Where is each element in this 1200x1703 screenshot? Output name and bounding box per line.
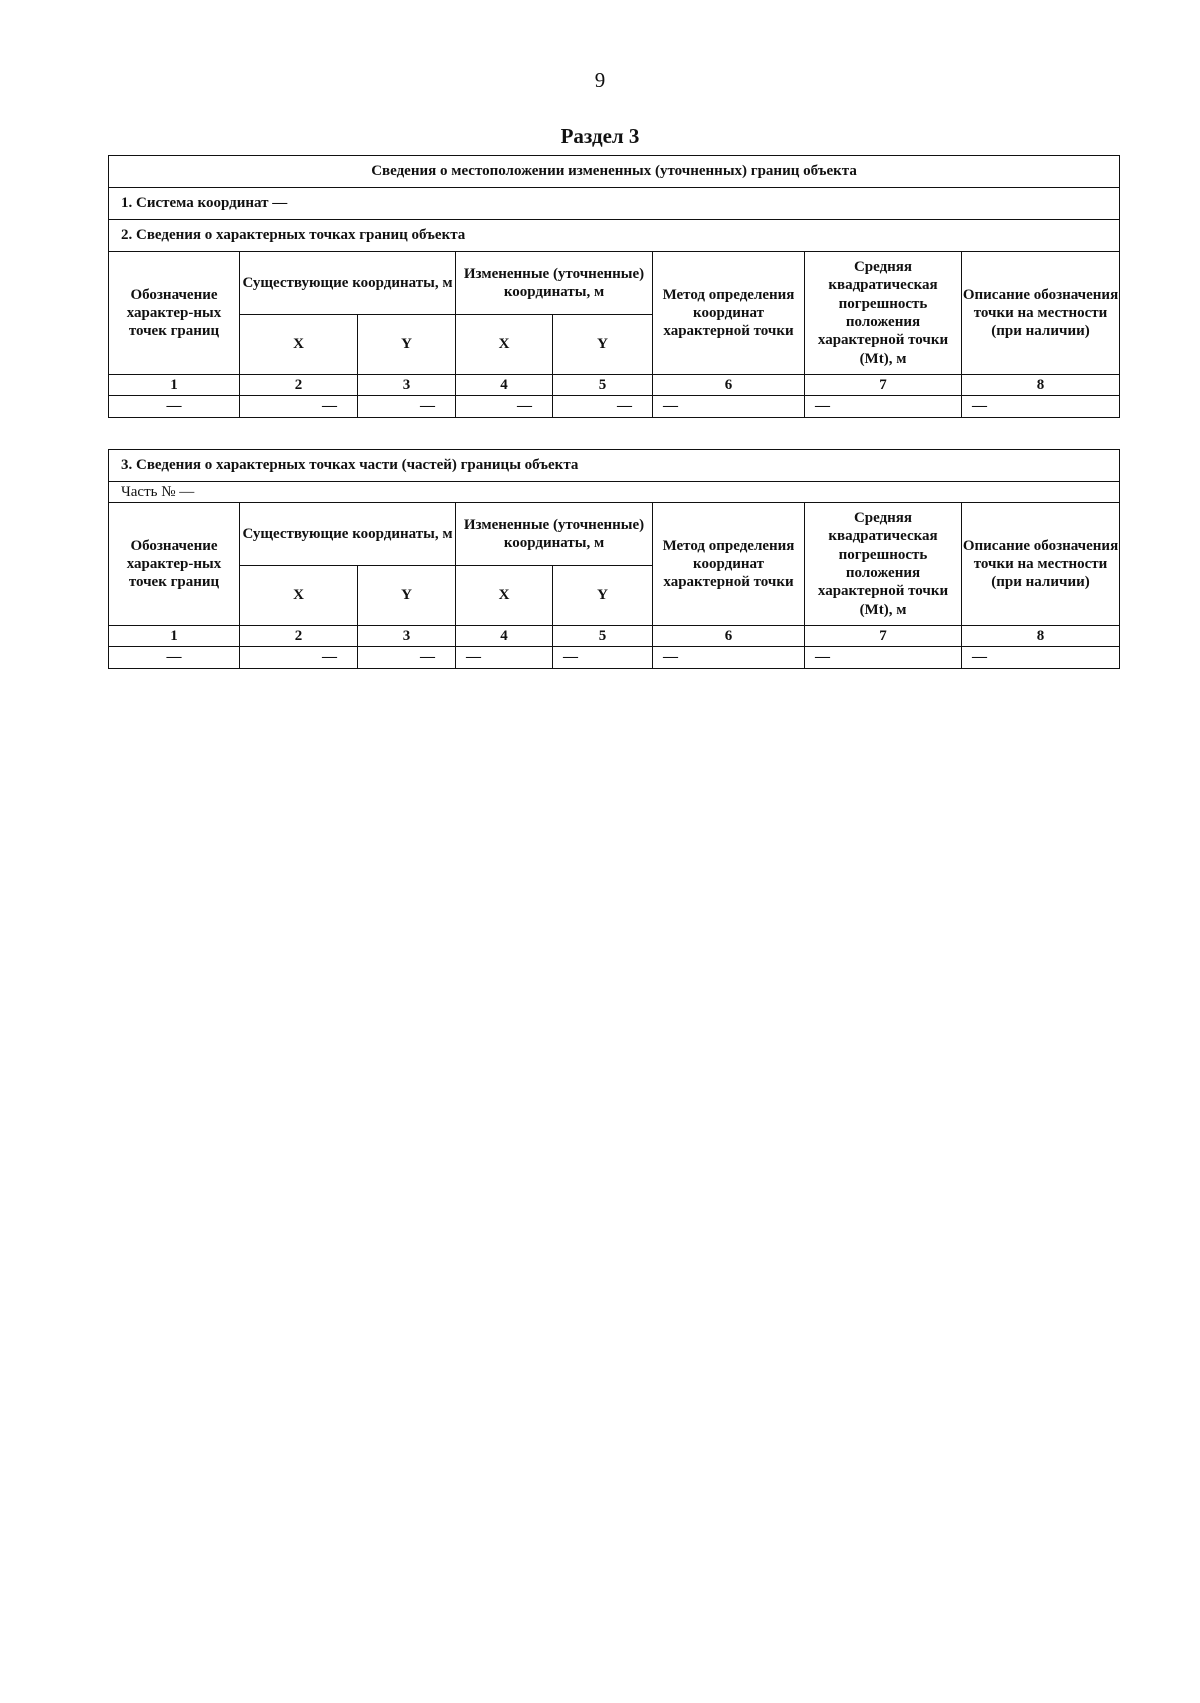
header-existing-coords: Существующие координаты, м	[240, 503, 456, 566]
column-number: 4	[456, 375, 553, 396]
section-title: Раздел 3	[560, 124, 640, 148]
column-number: 8	[962, 626, 1120, 647]
cell-dash: —	[653, 647, 805, 669]
cell-dash: —	[240, 396, 358, 418]
header-description: Описание обозначения точки на местности (при наличии)	[962, 503, 1120, 626]
column-number: 7	[805, 626, 962, 647]
column-number-row	[109, 626, 1120, 647]
cell-dash: —	[653, 396, 805, 418]
column-number: 3	[358, 626, 456, 647]
header-method: Метод определения координат характерной точки	[653, 252, 805, 375]
header-y-existing: Y	[358, 315, 456, 375]
column-number: 3	[358, 375, 456, 396]
header-x-changed: X	[456, 566, 553, 626]
cell-dash: —	[456, 647, 553, 669]
header-existing-coords: Существующие координаты, м	[240, 252, 456, 315]
column-number: 5	[553, 375, 653, 396]
boundary-table	[108, 155, 1120, 418]
column-number: 5	[553, 626, 653, 647]
cell-dash: —	[358, 647, 456, 669]
table-title: Сведения о местоположении измененных (уточненных) границ объекта	[109, 156, 1120, 188]
cell-dash: —	[805, 647, 962, 669]
cell-dash: —	[109, 647, 240, 669]
coordinate-system-row: 1. Система координат —	[109, 188, 1120, 220]
column-number: 1	[109, 626, 240, 647]
header-x-existing: X	[240, 566, 358, 626]
cell-dash: —	[962, 647, 1120, 669]
column-number: 8	[962, 375, 1120, 396]
cell-dash: —	[553, 647, 653, 669]
column-number: 4	[456, 626, 553, 647]
table-row	[109, 396, 1120, 418]
points-section-title: 2. Сведения о характерных точках границ объекта	[109, 220, 1120, 252]
cell-dash: —	[456, 396, 553, 418]
cell-dash: —	[553, 396, 653, 418]
header-error: Средняя квадратическая погрешность положения характерной точки (Mt), м	[805, 252, 962, 375]
part-number-row: Часть № —	[109, 482, 1120, 503]
header-error: Средняя квадратическая погрешность положения характерной точки (Mt), м	[805, 503, 962, 626]
page-number: 9	[594, 68, 606, 92]
cell-dash: —	[358, 396, 456, 418]
header-changed-coords: Измененные (уточненные) координаты, м	[456, 503, 653, 566]
header-description: Описание обозначения точки на местности (при наличии)	[962, 252, 1120, 375]
header-y-changed: Y	[553, 566, 653, 626]
column-number: 6	[653, 375, 805, 396]
cell-dash: —	[962, 396, 1120, 418]
header-method: Метод определения координат характерной точки	[653, 503, 805, 626]
header-y-existing: Y	[358, 566, 456, 626]
column-number: 2	[240, 626, 358, 647]
column-number: 1	[109, 375, 240, 396]
header-x-existing: X	[240, 315, 358, 375]
header-y-changed: Y	[553, 315, 653, 375]
column-number: 6	[653, 626, 805, 647]
header-point-designation: Обозначение характер-ных точек границ	[109, 252, 240, 375]
table-row	[109, 647, 1120, 669]
header-changed-coords: Измененные (уточненные) координаты, м	[456, 252, 653, 315]
column-number: 7	[805, 375, 962, 396]
cell-dash: —	[805, 396, 962, 418]
header-point-designation: Обозначение характер-ных точек границ	[109, 503, 240, 626]
points-section-title: 3. Сведения о характерных точках части (частей) границы объекта	[109, 450, 1120, 482]
header-x-changed: X	[456, 315, 553, 375]
part-boundary-table	[108, 449, 1120, 669]
cell-dash: —	[109, 396, 240, 418]
cell-dash: —	[240, 647, 358, 669]
column-number: 2	[240, 375, 358, 396]
column-number-row	[109, 375, 1120, 396]
